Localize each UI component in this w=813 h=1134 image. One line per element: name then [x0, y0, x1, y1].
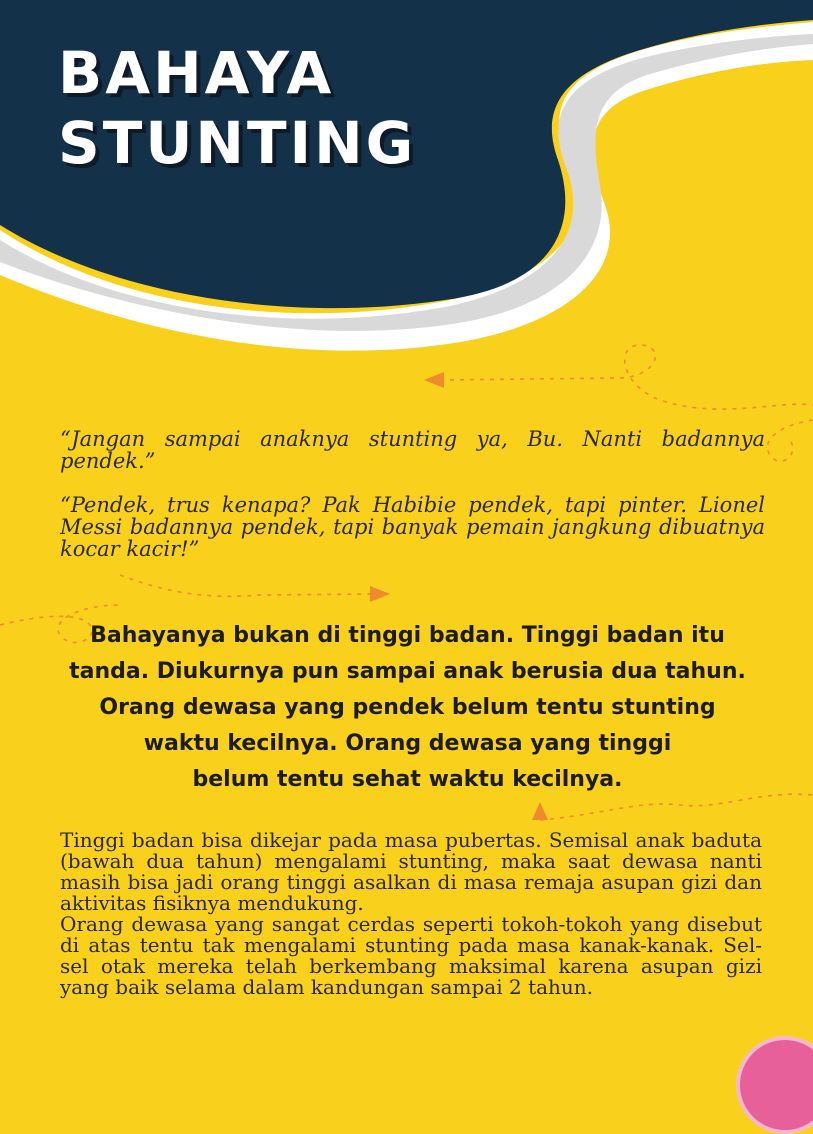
arrow-head-top-icon — [424, 372, 444, 388]
quote-second: “Pendek, trus kenapa? Pak Habibie pendek, tapi pinter. Lionel Messi badannya pendek, tapi banyak pemain jangkung dibuatnya kocar kacir!” — [60, 493, 765, 561]
dashed-path-right-loop — [767, 420, 813, 461]
arrow-head-bottom-icon — [532, 802, 548, 820]
title-line-2: STUNTING — [58, 109, 417, 177]
emphasis-line: waktu kecilnya. Orang dewasa yang tinggi — [143, 731, 672, 756]
body-text — [60, 830, 762, 998]
dashed-path-middle — [120, 575, 375, 596]
dashed-path-bottom-right — [540, 794, 813, 820]
emphasis-line: Bahayanya bukan di tinggi badan. Tinggi badan itu — [90, 623, 725, 648]
emphasis-line: belum tentu sehat waktu kecilnya. — [192, 767, 623, 792]
body-paragraph-1: Tinggi badan bisa dikejar pada masa pubertas. Semisal anak baduta (bawah dua tahun) mengalami stunting, maka saat dewasa nanti masih bisa jadi orang tinggi asalkan di masa remaja asupan gizi dan aktivitas fisiknya mendukung. — [60, 828, 762, 915]
emphasis-line: Orang dewasa yang pendek belum tentu stunting — [99, 695, 716, 720]
emphasis-line: tanda. Diukurnya pun sampai anak berusia dua tahun. — [69, 659, 746, 684]
body-paragraph-2: Orang dewasa yang sangat cerdas seperti tokoh-tokoh yang disebut di atas tentu tak mengalami stunting pada masa kanak-kanak. Sel-sel otak mereka telah berkembang maksimal karena asupan gizi yang baik selama dalam kandungan sampai 2 tahun. — [60, 912, 762, 999]
arrow-head-middle-icon — [370, 586, 390, 602]
page-title — [58, 38, 416, 178]
quote-first: “Jangan sampai anaknya stunting ya, Bu. Nanti badannya pendek.” — [60, 427, 765, 473]
dashed-path-top — [440, 345, 813, 409]
title-line-1: BAHAYA — [58, 39, 335, 107]
emphasis-block — [40, 618, 775, 798]
